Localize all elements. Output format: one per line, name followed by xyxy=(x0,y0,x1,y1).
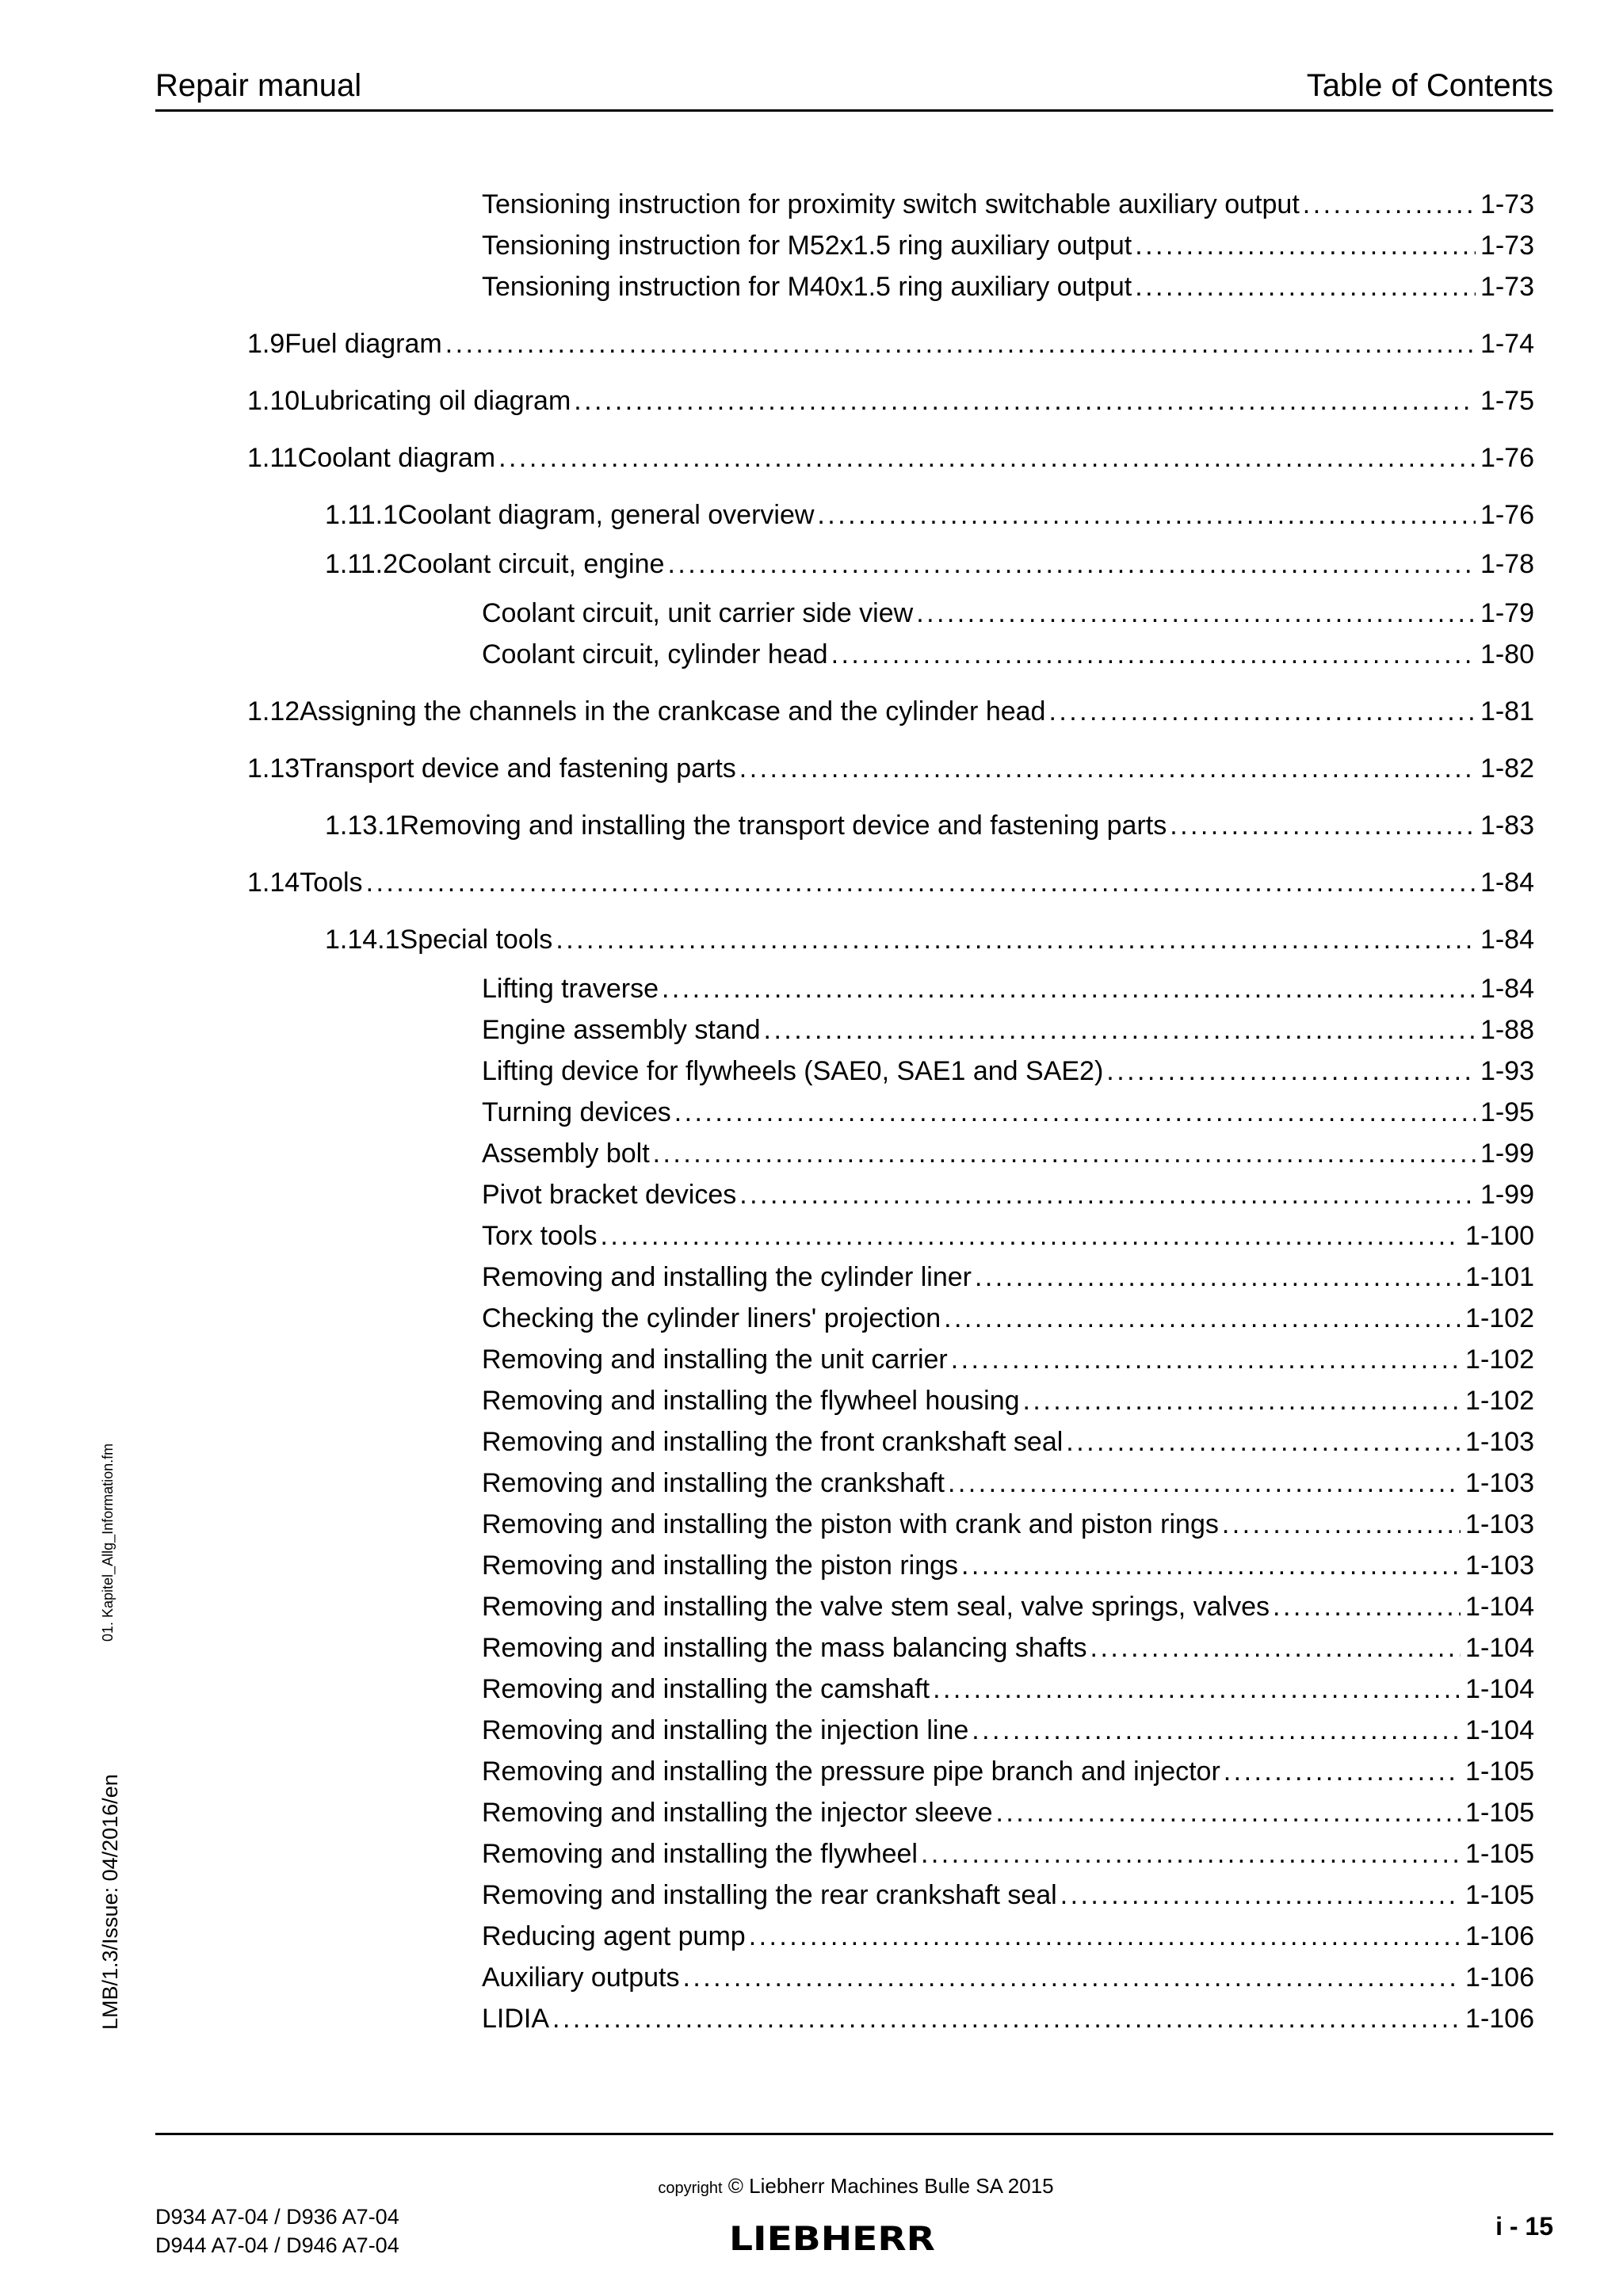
toc-entry-title: Pivot bracket devices xyxy=(482,1180,737,1210)
toc-entry-page: 1-82 xyxy=(1480,753,1534,784)
toc-dot-leader xyxy=(1023,1383,1461,1418)
toc-entry-title: Removing and installing the flywheel xyxy=(482,1839,918,1869)
toc-dot-leader xyxy=(366,865,1476,900)
toc-entry-page: 1-105 xyxy=(1465,1756,1534,1787)
toc-entry[interactable] xyxy=(482,1630,1534,1665)
toc-dot-leader xyxy=(682,1960,1461,1995)
toc-entry-page: 1-93 xyxy=(1480,1056,1534,1086)
toc-entry-title: Tensioning instruction for M52x1.5 ring auxiliary output xyxy=(482,231,1132,261)
toc-entry[interactable] xyxy=(325,922,1534,957)
toc-entry[interactable] xyxy=(482,228,1534,263)
toc-dot-leader xyxy=(1106,1054,1476,1089)
toc-dot-leader xyxy=(944,1301,1461,1336)
toc-entry[interactable] xyxy=(482,1548,1534,1583)
toc-entry-title: Removing and installing the injector sleeve xyxy=(482,1798,993,1828)
toc-dot-leader xyxy=(948,1466,1461,1501)
toc-entry-page: 1-103 xyxy=(1465,1427,1534,1457)
toc-entry-title: Removing and installing the transport device and fastening parts xyxy=(399,810,1167,841)
toc-entry[interactable] xyxy=(482,1136,1534,1171)
models-line-1: D934 A7-04 / D936 A7-04 xyxy=(155,2205,399,2229)
toc-entry-title: Fuel diagram xyxy=(285,329,442,359)
toc-entry-title: Transport device and fastening parts xyxy=(300,753,736,784)
toc-entry-number: 1.10 xyxy=(247,386,300,416)
toc-entry[interactable] xyxy=(482,1672,1534,1707)
liebherr-logo-text: LIEBHERR xyxy=(729,2220,935,2255)
toc-dot-leader xyxy=(601,1219,1461,1253)
toc-entry-page: 1-101 xyxy=(1465,1262,1534,1292)
engine-models xyxy=(155,2203,399,2260)
toc-entry-title: Lifting device for flywheels (SAE0, SAE1 and SAE2) xyxy=(482,1056,1104,1086)
toc-entry-page: 1-84 xyxy=(1480,974,1534,1004)
toc-entry-number: 1.14.1 xyxy=(325,925,400,955)
toc-dot-leader xyxy=(653,1136,1476,1171)
toc-entry-title: Removing and installing the crankshaft xyxy=(482,1468,945,1498)
toc-entry-page: 1-106 xyxy=(1465,1962,1534,1993)
side-filename: 01. Kapitel_Allg_Information.fm xyxy=(100,1443,116,1642)
toc-entry[interactable] xyxy=(482,1507,1534,1542)
toc-entry-title: Auxiliary outputs xyxy=(482,1962,680,1993)
toc-dot-leader xyxy=(574,383,1476,418)
toc-entry-page: 1-73 xyxy=(1480,272,1534,302)
toc-entry-page: 1-78 xyxy=(1480,549,1534,579)
toc-entry-page: 1-76 xyxy=(1480,500,1534,530)
toc-entry-title: Reducing agent pump xyxy=(482,1921,746,1951)
toc-dot-leader xyxy=(445,326,1476,361)
toc-entry[interactable] xyxy=(247,865,1534,900)
toc-entry-page: 1-105 xyxy=(1465,1798,1534,1828)
toc-entry-title: Turning devices xyxy=(482,1097,671,1127)
toc-dot-leader xyxy=(1135,269,1476,304)
toc-entry-title: Removing and installing the valve stem seal, valve springs, valves xyxy=(482,1592,1270,1622)
toc-entry-page: 1-84 xyxy=(1480,925,1534,955)
toc-entry-title: LIDIA xyxy=(482,2004,550,2034)
toc-entry-title: Assigning the channels in the crankcase and the cylinder head xyxy=(300,696,1046,727)
toc-entry[interactable] xyxy=(482,1836,1534,1871)
toc-dot-leader xyxy=(739,1177,1476,1212)
toc-entry[interactable] xyxy=(482,1219,1534,1253)
toc-entry[interactable] xyxy=(482,1177,1534,1212)
toc-entry-number: 1.14 xyxy=(247,868,300,898)
toc-entry-page: 1-106 xyxy=(1465,2004,1534,2034)
toc-entry-title: Removing and installing the mass balancing shafts xyxy=(482,1633,1087,1663)
toc-entry-title: Tensioning instruction for proximity switch switchable auxiliary output xyxy=(482,189,1300,219)
toc-entry-number: 1.13.1 xyxy=(325,810,400,841)
toc-entry-title: Coolant diagram xyxy=(297,443,496,473)
toc-entry[interactable] xyxy=(482,187,1534,222)
toc-entry-page: 1-74 xyxy=(1480,329,1534,359)
page-header xyxy=(155,65,1553,112)
toc-entry[interactable] xyxy=(482,1260,1534,1295)
toc-entry-title: Checking the cylinder liners' projection xyxy=(482,1303,941,1333)
toc-entry-page: 1-95 xyxy=(1480,1097,1534,1127)
toc-dot-leader xyxy=(972,1713,1461,1748)
toc-entry[interactable] xyxy=(247,694,1534,729)
toc-entry[interactable] xyxy=(325,547,1534,582)
toc-entry-title: Removing and installing the front crankshaft seal xyxy=(482,1427,1064,1457)
header-left-title: Repair manual xyxy=(155,68,362,103)
toc-entry[interactable] xyxy=(482,269,1534,304)
toc-dot-leader xyxy=(1273,1589,1461,1624)
toc-entry-title: Coolant diagram, general overview xyxy=(398,500,815,530)
toc-entry[interactable] xyxy=(482,1301,1534,1336)
toc-entry[interactable] xyxy=(325,808,1534,843)
footer-divider xyxy=(155,2133,1553,2135)
toc-dot-leader xyxy=(674,1095,1476,1130)
toc-dot-leader xyxy=(961,1548,1461,1583)
toc-dot-leader xyxy=(749,1919,1461,1954)
toc-entry-page: 1-103 xyxy=(1465,1550,1534,1581)
toc-dot-leader xyxy=(831,637,1476,672)
copyright-word: copyright xyxy=(658,2180,723,2197)
toc-entry-title: Assembly bolt xyxy=(482,1138,650,1169)
toc-entry-page: 1-102 xyxy=(1465,1386,1534,1416)
toc-entry-page: 1-88 xyxy=(1480,1015,1534,1045)
toc-entry-title: Removing and installing the unit carrier xyxy=(482,1344,948,1375)
toc-entry-title: Tools xyxy=(300,868,363,898)
toc-entry-number: 1.9 xyxy=(247,329,285,359)
page-number: i - 15 xyxy=(1495,2212,1553,2241)
toc-dot-leader xyxy=(1222,1507,1461,1542)
toc-dot-leader xyxy=(498,441,1476,475)
toc-entry-page: 1-73 xyxy=(1480,189,1534,219)
toc-entry-title: Tensioning instruction for M40x1.5 ring auxiliary output xyxy=(482,272,1132,302)
toc-dot-leader xyxy=(1048,694,1475,729)
toc-entry-page: 1-79 xyxy=(1480,598,1534,628)
toc-entry[interactable] xyxy=(482,1713,1534,1748)
toc-entry-title: Engine assembly stand xyxy=(482,1015,761,1045)
toc-entry[interactable] xyxy=(482,1054,1534,1089)
toc-entry[interactable] xyxy=(482,1425,1534,1459)
toc-dot-leader xyxy=(552,2001,1461,2036)
toc-entry-number: 1.11.2 xyxy=(325,549,399,579)
toc-entry-number: 1.12 xyxy=(247,696,300,727)
toc-entry-title: Removing and installing the rear crankshaft seal xyxy=(482,1880,1057,1910)
toc-entry-page: 1-104 xyxy=(1465,1715,1534,1745)
toc-entry[interactable] xyxy=(482,1754,1534,1789)
toc-dot-leader xyxy=(995,1795,1461,1830)
toc-dot-leader xyxy=(916,596,1476,631)
toc-entry-title: Coolant circuit, unit carrier side view xyxy=(482,598,914,628)
liebherr-logo xyxy=(727,2220,937,2255)
models-line-2: D944 A7-04 / D946 A7-04 xyxy=(155,2233,399,2257)
toc-entry-page: 1-75 xyxy=(1480,386,1534,416)
toc-entry-title: Torx tools xyxy=(482,1221,598,1251)
toc-entry-page: 1-105 xyxy=(1465,1839,1534,1869)
toc-entry[interactable] xyxy=(482,1466,1534,1501)
toc-entry[interactable] xyxy=(482,1013,1534,1047)
toc-entry-number: 1.13 xyxy=(247,753,300,784)
toc-dot-leader xyxy=(662,971,1476,1006)
toc-entry-page: 1-105 xyxy=(1465,1880,1534,1910)
toc-entry[interactable] xyxy=(482,1878,1534,1913)
toc-entry-title: Removing and installing the flywheel housing xyxy=(482,1386,1020,1416)
toc-dot-leader xyxy=(1224,1754,1461,1789)
side-issue: LMB/1.3/Issue: 04/2016/en xyxy=(98,1774,122,2030)
toc-entry-title: Removing and installing the camshaft xyxy=(482,1674,930,1704)
toc-entry-page: 1-104 xyxy=(1465,1674,1534,1704)
toc-entry-title: Removing and installing the piston rings xyxy=(482,1550,959,1581)
toc-entry[interactable] xyxy=(482,596,1534,631)
toc-entry-page: 1-100 xyxy=(1465,1221,1534,1251)
toc-dot-leader xyxy=(1090,1630,1461,1665)
toc-entry-page: 1-106 xyxy=(1465,1921,1534,1951)
toc-dot-leader xyxy=(764,1013,1476,1047)
toc-entry[interactable] xyxy=(482,1919,1534,1954)
toc-entry-number: 1.11 xyxy=(247,443,298,473)
toc-entry-title: Coolant circuit, cylinder head xyxy=(482,639,828,669)
toc-dot-leader xyxy=(667,547,1476,582)
toc-dot-leader xyxy=(739,751,1476,786)
toc-entry-page: 1-103 xyxy=(1465,1509,1534,1539)
copyright xyxy=(0,2174,1623,2199)
toc-entry[interactable] xyxy=(247,326,1534,361)
toc-dot-leader xyxy=(817,498,1476,532)
toc-entry-title: Lubricating oil diagram xyxy=(300,386,571,416)
toc-dot-leader xyxy=(1303,187,1476,222)
toc-entry-page: 1-84 xyxy=(1480,868,1534,898)
toc-dot-leader xyxy=(556,922,1476,957)
toc-entry-title: Lifting traverse xyxy=(482,974,659,1004)
toc-entry-page: 1-99 xyxy=(1480,1180,1534,1210)
toc-entry-page: 1-103 xyxy=(1465,1468,1534,1498)
toc-entry[interactable] xyxy=(247,383,1534,418)
toc-dot-leader xyxy=(921,1836,1461,1871)
toc-entry[interactable] xyxy=(482,1095,1534,1130)
toc-dot-leader xyxy=(1170,808,1476,843)
toc-entry-page: 1-104 xyxy=(1465,1592,1534,1622)
toc-entry-page: 1-102 xyxy=(1465,1344,1534,1375)
toc-entry-title: Special tools xyxy=(399,925,553,955)
toc-entry[interactable] xyxy=(247,751,1534,786)
toc-entry-page: 1-83 xyxy=(1480,810,1534,841)
toc-entry-title: Removing and installing the piston with crank and piston rings xyxy=(482,1509,1219,1539)
toc-entry-page: 1-104 xyxy=(1465,1633,1534,1663)
toc-dot-leader xyxy=(1135,228,1476,263)
toc-entry-number: 1.11.1 xyxy=(325,500,399,530)
copyright-text: © Liebherr Machines Bulle SA 2015 xyxy=(727,2174,1054,2198)
toc-dot-leader xyxy=(975,1260,1461,1295)
toc-entry-page: 1-81 xyxy=(1480,696,1534,727)
toc-entry-page: 1-99 xyxy=(1480,1138,1534,1169)
toc-entry-title: Removing and installing the cylinder liner xyxy=(482,1262,972,1292)
toc-entry-page: 1-80 xyxy=(1480,639,1534,669)
toc-entry-title: Removing and installing the pressure pipe branch and injector xyxy=(482,1756,1220,1787)
toc-entry[interactable] xyxy=(325,498,1534,532)
toc-entry[interactable] xyxy=(482,1589,1534,1624)
toc-entry[interactable] xyxy=(482,2001,1534,2036)
toc-dot-leader xyxy=(933,1672,1461,1707)
toc-dot-leader xyxy=(951,1342,1461,1377)
toc-entry[interactable] xyxy=(482,1795,1534,1830)
toc-dot-leader xyxy=(1060,1878,1461,1913)
toc-entry-page: 1-76 xyxy=(1480,443,1534,473)
toc-entry-page: 1-102 xyxy=(1465,1303,1534,1333)
toc-entry[interactable] xyxy=(482,1342,1534,1377)
header-right-title: Table of Contents xyxy=(1306,68,1553,103)
toc-entry[interactable] xyxy=(247,441,1534,475)
toc-entry[interactable] xyxy=(482,637,1534,672)
toc-entry-title: Coolant circuit, engine xyxy=(398,549,665,579)
toc-entry[interactable] xyxy=(482,1960,1534,1995)
toc-entry[interactable] xyxy=(482,1383,1534,1418)
toc-entry-title: Removing and installing the injection line xyxy=(482,1715,969,1745)
toc-entry-page: 1-73 xyxy=(1480,231,1534,261)
toc-dot-leader xyxy=(1066,1425,1461,1459)
toc-entry[interactable] xyxy=(482,971,1534,1006)
